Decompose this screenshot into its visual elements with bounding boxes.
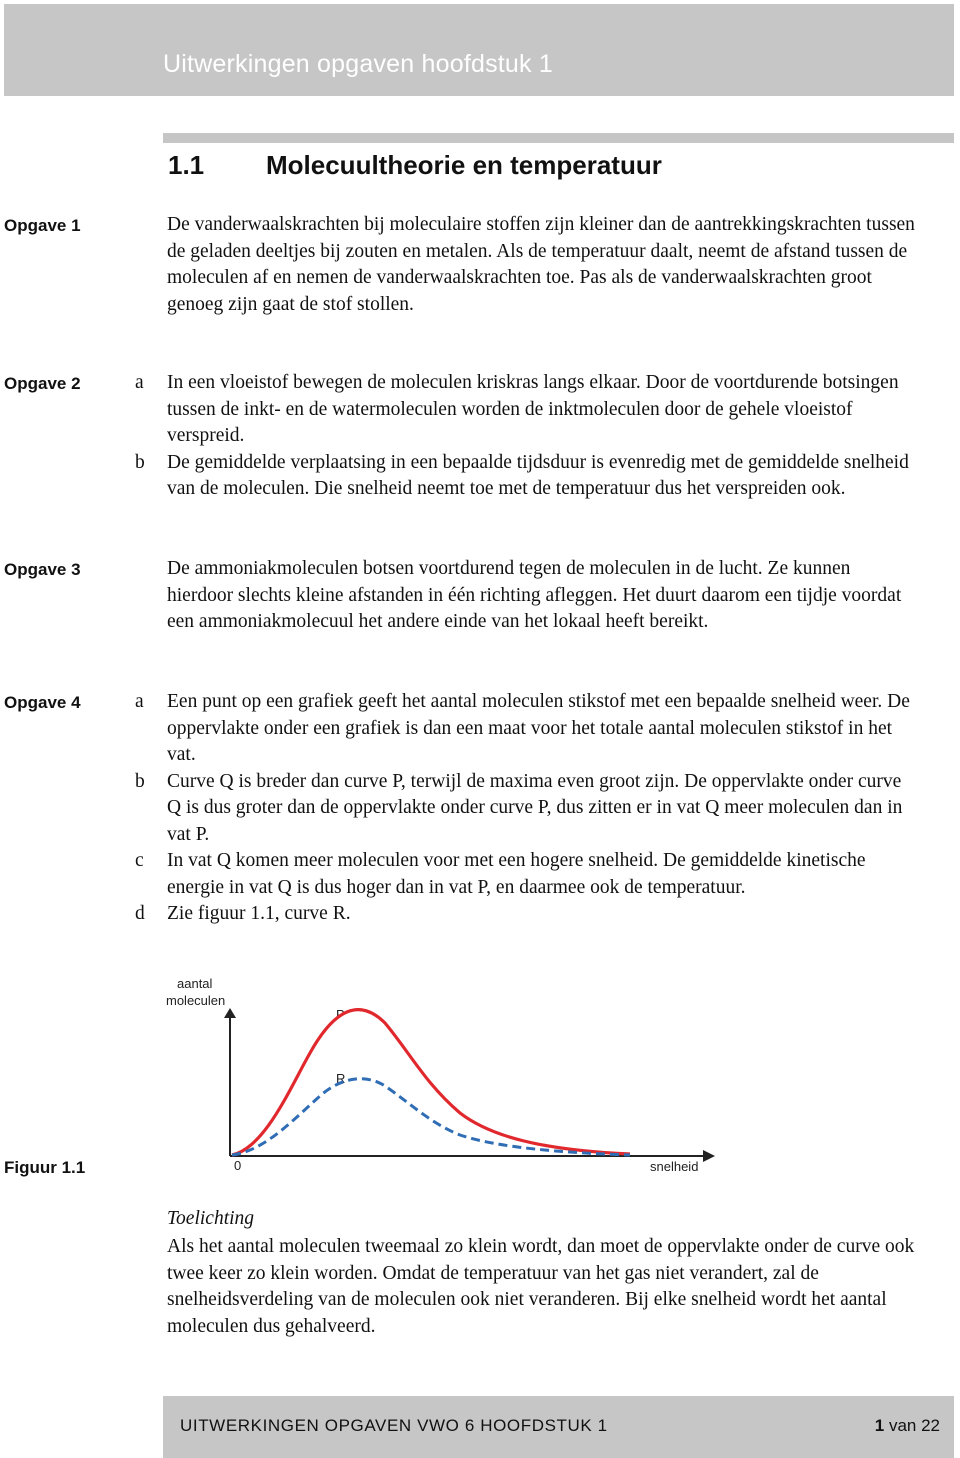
origin-label: 0 [234, 1158, 242, 1173]
item-letter: a [135, 691, 144, 712]
section-heading [168, 150, 662, 181]
item-text: In vat Q komen meer moleculen voor met een hogere snelheid. De gemiddelde kinetische energie in vat Q is dus hoger dan in vat P, en daarmee ook de temperatuur. [167, 850, 866, 898]
curve-p-label: P [336, 1007, 345, 1022]
figure-label: Figuur 1.1 [4, 1158, 86, 1177]
item-letter: b [135, 770, 145, 792]
section-title: Molecuultheorie en temperatuur [266, 150, 662, 180]
answer-item [135, 769, 915, 849]
item-letter: c [135, 850, 144, 871]
answer-item [135, 450, 915, 503]
opgave-4-answer [135, 689, 915, 928]
item-text: In een vloeistof bewegen de moleculen kriskras langs elkaar. Door de voortdurende botsingen tussen de inkt- en de watermoleculen worden de inktmoleculen door de gehele vloeistof verspreid. [167, 372, 899, 446]
speed-distribution-figure [160, 968, 720, 1186]
opgave-2-label: Opgave 2 [4, 374, 81, 393]
item-text: Zie figuur 1.1, curve R. [167, 903, 351, 924]
opgave-2-answer [135, 370, 915, 503]
section-divider [163, 133, 954, 143]
opgave-3-label: Opgave 3 [4, 560, 81, 579]
item-letter: b [135, 451, 145, 473]
page-total: van 22 [888, 1416, 940, 1435]
section-number: 1.1 [168, 150, 205, 180]
item-text: Curve Q is breder dan curve P, terwijl de maxima even groot zijn. De oppervlakte onder curve Q is dus groter dan de oppervlakte onder curve P, dus zitten er in vat Q meer moleculen dan in vat P. [167, 770, 903, 845]
curve-r-label: R [336, 1071, 346, 1086]
answer-item [135, 370, 915, 450]
opgave-4-label: Opgave 4 [4, 693, 81, 712]
x-axis-arrow [703, 1150, 715, 1162]
toelichting-heading: Toelichting [167, 1208, 255, 1229]
chapter-title: Uitwerkingen opgaven hoofdstuk 1 [163, 50, 553, 78]
answer-item [135, 901, 915, 928]
y-axis-arrow [224, 1008, 236, 1018]
toelichting-text: Als het aantal moleculen tweemaal zo klein wordt, dan moet de oppervlakte onder de curve ook twee keer zo klein worden. Omdat de temperatuur van het gas niet verandert, zal de snelheidsverdeling van de moleculen ook niet veranderen. Bij elke snelheid wordt het aantal moleculen dus gehalveerd. [167, 1236, 915, 1337]
item-text: Een punt op een grafiek geeft het aantal moleculen stikstof met een bepaalde snelheid weer. De oppervlakte onder een grafiek is dan een maat voor het totale aantal moleculen stikstof in het vat. [167, 691, 910, 765]
page-number [875, 1416, 940, 1436]
item-letter: a [135, 372, 144, 393]
x-axis-label: snelheid [650, 1159, 699, 1174]
page-current: 1 [874, 1416, 885, 1435]
y-axis-label-line1: aantal [177, 976, 213, 991]
opgave-1-label: Opgave 1 [4, 216, 81, 235]
curve-p [232, 1010, 630, 1155]
answer-item [135, 689, 915, 769]
footer-document-title: UITWERKINGEN OPGAVEN VWO 6 HOOFDSTUK 1 [180, 1416, 608, 1435]
item-letter: d [135, 903, 145, 924]
opgave-1-answer [135, 212, 915, 318]
opgave-1-text: De vanderwaalskrachten bij moleculaire stoffen zijn kleiner dan de aantrekkingskrachten tussen de geladen deeltjes bij zouten en metalen. Als de temperatuur daalt, neemt de afstand tussen de moleculen af en nemen de vanderwaalskrachten toe. Pas als de vanderwaalskrachten groot genoeg zijn gaat de stof stollen. [167, 214, 915, 315]
item-text: De gemiddelde verplaatsing in een bepaalde tijdsduur is evenredig met de gemiddelde snelheid van de moleculen. Die snelheid neemt toe met de temperatuur dus het verspreiden ook. [167, 451, 909, 499]
answer-item [135, 848, 915, 901]
y-axis-label-line2: moleculen [166, 993, 226, 1008]
opgave-3-text: De ammoniakmoleculen botsen voortdurend tegen de moleculen in de lucht. Ze kunnen hierdoor slechts kleine afstanden in één richting afleggen. Het duurt daarom een tijdje voordat een ammoniakmolecuul het andere einde van het lokaal heeft bereikt. [167, 558, 902, 632]
opgave-3-answer [135, 556, 915, 636]
